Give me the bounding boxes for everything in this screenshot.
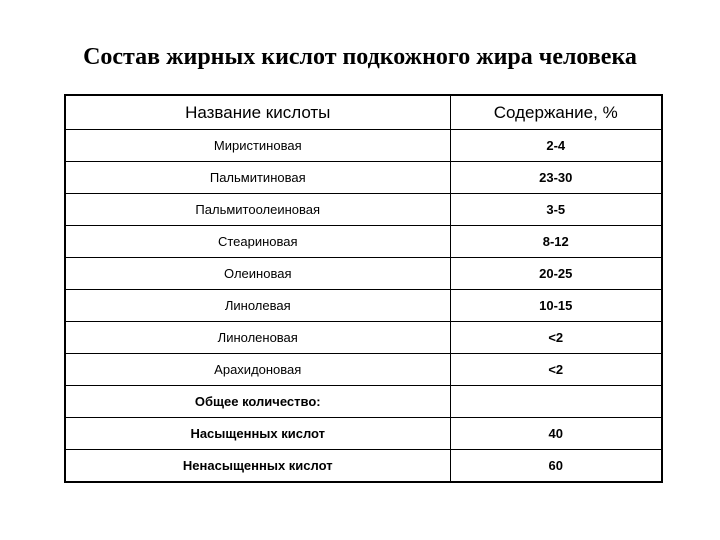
total-name: Насыщенных кислот bbox=[65, 418, 450, 450]
total-value: 60 bbox=[450, 450, 662, 483]
total-label-empty-cell bbox=[450, 386, 662, 418]
table-row bbox=[65, 322, 662, 354]
table-row bbox=[65, 258, 662, 290]
acid-content: <2 bbox=[450, 322, 662, 354]
header-acid-name: Название кислоты bbox=[65, 95, 450, 130]
acid-name: Пальмитиновая bbox=[65, 162, 450, 194]
acid-content: 10-15 bbox=[450, 290, 662, 322]
total-label-row bbox=[65, 386, 662, 418]
acid-name: Олеиновая bbox=[65, 258, 450, 290]
page-title: Состав жирных кислот подкожного жира человека bbox=[83, 44, 637, 70]
fatty-acids-table bbox=[64, 94, 663, 483]
acid-name: Стеариновая bbox=[65, 226, 450, 258]
acid-name: Линоленовая bbox=[65, 322, 450, 354]
table-row bbox=[65, 354, 662, 386]
total-row bbox=[65, 450, 662, 483]
acid-name: Пальмитоолеиновая bbox=[65, 194, 450, 226]
acid-content: 2-4 bbox=[450, 130, 662, 162]
acid-content: 23-30 bbox=[450, 162, 662, 194]
acid-name: Миристиновая bbox=[65, 130, 450, 162]
table-row bbox=[65, 130, 662, 162]
total-row bbox=[65, 418, 662, 450]
total-name: Ненасыщенных кислот bbox=[65, 450, 450, 483]
acid-name: Арахидоновая bbox=[65, 354, 450, 386]
table-row bbox=[65, 226, 662, 258]
header-content: Содержание, % bbox=[450, 95, 662, 130]
table-row bbox=[65, 194, 662, 226]
acid-content: 20-25 bbox=[450, 258, 662, 290]
acid-content: 8-12 bbox=[450, 226, 662, 258]
table-header-row bbox=[65, 95, 662, 130]
table-row bbox=[65, 162, 662, 194]
acid-content: 3-5 bbox=[450, 194, 662, 226]
acid-name: Линолевая bbox=[65, 290, 450, 322]
acid-content: <2 bbox=[450, 354, 662, 386]
table-row bbox=[65, 290, 662, 322]
total-label: Общее количество: bbox=[65, 386, 450, 418]
total-value: 40 bbox=[450, 418, 662, 450]
